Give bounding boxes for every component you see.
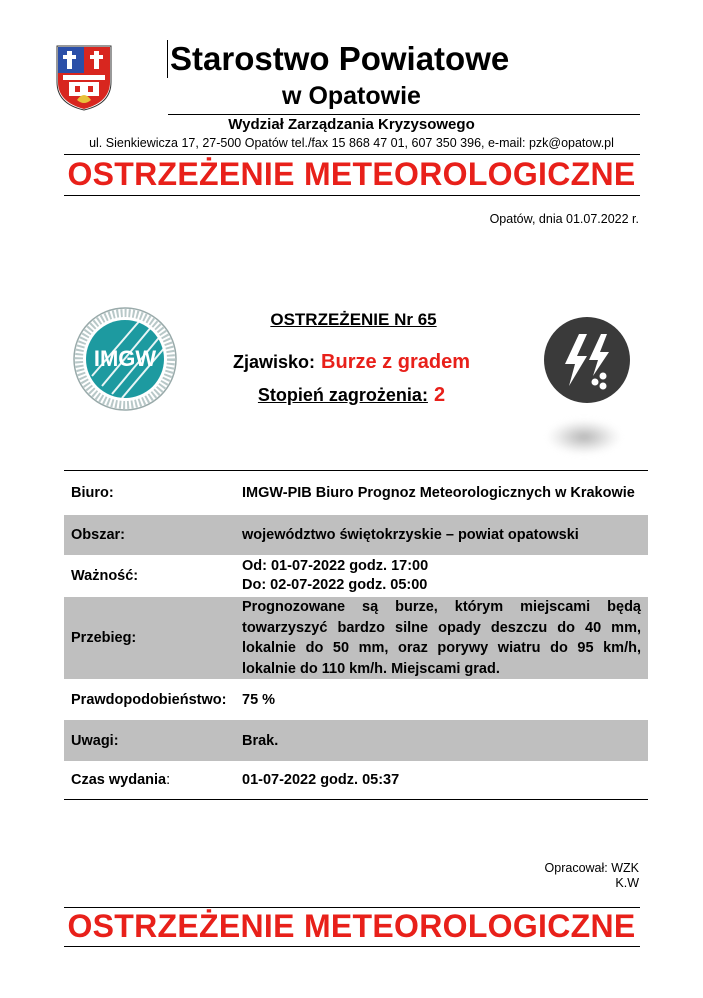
table-row — [64, 761, 648, 799]
threat-degree-line — [0, 384, 703, 407]
table-row — [64, 597, 648, 679]
waznosc-to: Do: 02-07-2022 godz. 05:00 — [242, 577, 428, 593]
prepared-by-line1: Opracował: WZK — [544, 861, 639, 875]
waznosc-from: Od: 01-07-2022 godz. 17:00 — [242, 558, 429, 574]
table-row — [64, 555, 648, 597]
obszar-value: województwo świętokrzyskie – powiat opatowski — [235, 515, 648, 555]
table-row — [64, 720, 648, 761]
imgw-logo-text: IMGW — [93, 346, 157, 371]
czas-wydania-label — [64, 761, 235, 799]
threat-degree-value: 2 — [433, 384, 446, 406]
uwagi-label: Uwagi: — [64, 720, 235, 761]
banner-divider — [64, 195, 640, 196]
biuro-label: Biuro: — [71, 485, 114, 501]
header-divider-top — [168, 114, 640, 115]
phenomenon-value: Burze z gradem — [321, 351, 470, 373]
prepared-by-line2: K.W — [615, 876, 639, 890]
threat-degree-label: Stopień zagrożenia: — [257, 385, 428, 405]
issue-date: Opatów, dnia 01.07.2022 r. — [489, 212, 639, 226]
office-address: ul. Sienkiewicza 17, 27-500 Opatów tel./fax 15 868 47 01, 607 350 396, e-mail: pzk@opatow.pl — [89, 136, 614, 150]
warning-banner-bottom: OSTRZEŻENIE METEOROLOGICZNE — [67, 908, 636, 944]
text-cursor — [167, 40, 168, 78]
prawdopodobienstwo-value: 75 % — [242, 691, 276, 708]
table-bottom-border — [64, 799, 648, 800]
office-subtitle: w Opatowie — [282, 82, 421, 110]
warning-banner-top: OSTRZEŻENIE METEOROLOGICZNE — [67, 156, 636, 192]
table-row — [64, 471, 648, 515]
prepared-by — [545, 861, 639, 891]
przebieg-value: Prognozowane są burze, którym miejscami będą towarzyszyć bardzo silne opady deszczu do 40 mm, lokalnie do 50 mm, oraz porywy wiatru do 95 km/h, lokalnie do 110 km/h. Miejscami grad. — [235, 597, 648, 679]
phenomenon-label: Zjawisko: — [233, 352, 316, 372]
przebieg-label: Przebieg: — [64, 597, 235, 679]
phenomenon-line — [0, 351, 703, 374]
icon-shadow — [548, 420, 620, 454]
czas-wydania-colon: : — [166, 772, 171, 788]
waznosc-label: Ważność: — [71, 568, 139, 584]
obszar-label: Obszar: — [64, 515, 235, 555]
prawdopodobienstwo-label: Prawdopodobieństwo: — [71, 691, 227, 708]
biuro-value: IMGW-PIB Biuro Prognoz Meteorologicznych w Krakowie — [242, 485, 635, 501]
table-row — [64, 515, 648, 555]
waznosc-value — [235, 555, 648, 597]
office-title: Starostwo Powiatowe — [170, 40, 510, 77]
department-name: Wydział Zarządzania Kryzysowego — [228, 116, 475, 133]
czas-wydania-label-text: Czas wydania — [71, 772, 167, 788]
footer-divider-bottom — [64, 946, 640, 947]
uwagi-value: Brak. — [235, 720, 648, 761]
warning-details-table — [64, 471, 648, 799]
header-divider — [64, 154, 640, 155]
table-row — [64, 679, 648, 720]
warning-number: OSTRZEŻENIE Nr 65 — [270, 310, 437, 329]
czas-wydania-value: 01-07-2022 godz. 05:37 — [242, 772, 400, 788]
